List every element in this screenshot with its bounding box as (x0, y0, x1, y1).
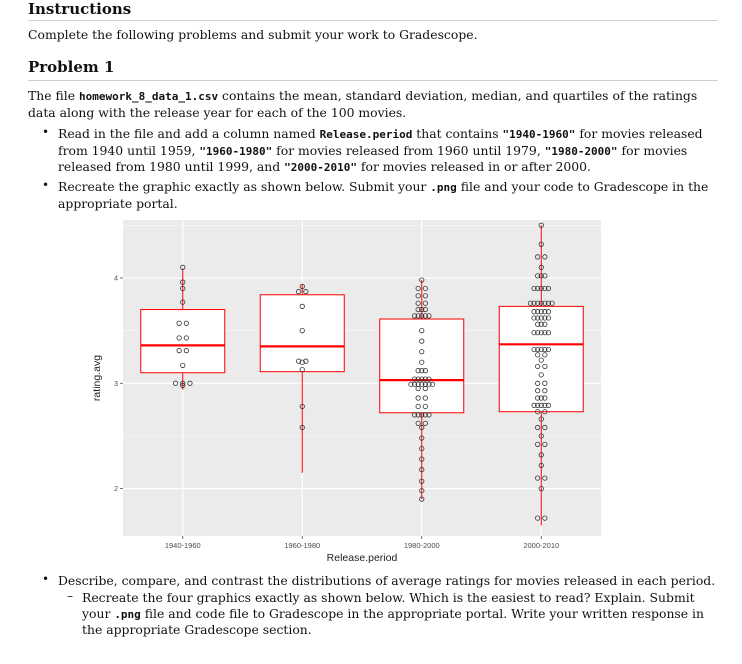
problem-heading: Problem 1 (28, 58, 115, 76)
instructions-text: Complete the following problems and submit your work to Gradescope. (28, 27, 478, 42)
bullet-dot: • (42, 178, 50, 192)
y-tick-label: 3 (114, 380, 118, 388)
instructions-heading: Instructions (28, 0, 132, 18)
bullet-dot: • (42, 125, 50, 139)
x-axis-title: Release.period (326, 552, 398, 564)
y-axis-title: rating.avg (91, 354, 103, 402)
x-tick-label: 2000-2010 (523, 541, 560, 550)
subbullet-recreate-four: Recreate the four graphics exactly as shown below. Which is the easiest to read? Explain. Submit your .png file and code file to Gradescope in the appropriate portal. Write your written response in the appropriate Gradescope section. (82, 590, 704, 637)
problem-intro: The file homework_8_data_1.csv contains the mean, standard deviation, median, and quartiles of the ratings data along with the release year for each of the 100 movies. (28, 88, 698, 120)
bullet-describe: Describe, compare, and contrast the distributions of average ratings for movies released in each period. (58, 573, 716, 588)
x-tick-label: 1940-1960 (164, 541, 201, 550)
y-tick-label: 2 (114, 486, 118, 494)
bullet-recreate-graphic: Recreate the graphic exactly as shown below. Submit your .png file and your code to Gradescope in the appropriate portal. (58, 179, 709, 211)
x-tick-label: 1980-2000 (403, 541, 440, 550)
bullet-dot: • (42, 572, 50, 586)
file-name: homework_8_data_1.csv (79, 90, 219, 103)
bullet-read-file: Read in the file and add a column named Release.period that contains "1940-1960" for movies released from 1940 until 1959, "1960-1980" for movies released from 1960 until 1979, "1980-2000" for movies released from 1980 until 1999, and "2000-2010" for movies released in or after 2000. (58, 126, 703, 174)
y-tick-label: 4 (114, 275, 118, 283)
x-tick-label: 1960-1980 (284, 541, 321, 550)
sub-bullet-dash: – (67, 589, 73, 603)
